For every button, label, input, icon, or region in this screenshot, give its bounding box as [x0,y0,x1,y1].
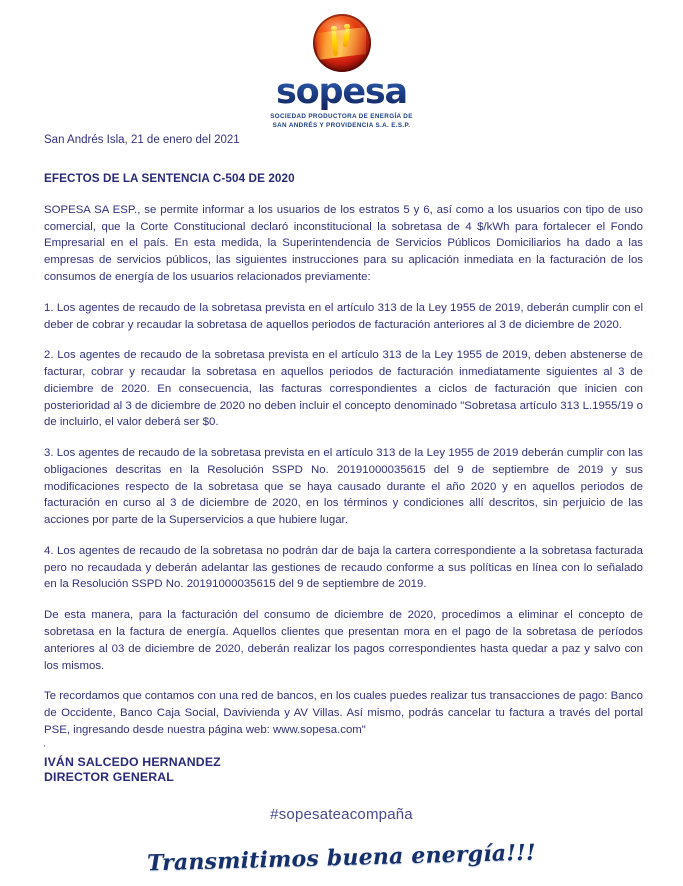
sopesa-wordmark: sopesa [276,72,407,112]
paragraph-payment-info: Te recordamos que contamos con una red de bancos, en los cuales puedes realizar tus transacciones de pago: Banco de Occidente, Banco Caja Social, Davivienda y AV Villas. Así mismo, podrás cancelar tu factura a través del portal PSE, ingresando desde nuestra página web: www.sopesa.com" [44,690,643,736]
paragraph-intro: SOPESA SA ESP., se permite informar a los usuarios de los estratos 5 y 6, así como a los usuarios con tipo de uso comercial, que la Corte Constitucional declaró inconstitucional la sobretasa de 4 $/kWh para fortalecer el Fondo Empresarial en el país. En esta medida, la Superintendencia de Servicios Públicos Domiciliarios ha dado a las empresas de servicios públicos, las siguientes instrucciones para su aplicación inmediata en la facturación de los consumos de energía de los usuarios relacionados previamente: [44,203,643,283]
document-body [44,133,643,739]
company-slogan: Transmitimos buena energía!!! [146,839,537,877]
logo-rim [313,14,371,72]
company-subtitle-line-1: SOCIEDAD PRODUCTORA DE ENERGÍA DE [270,113,413,120]
sopesa-globe-icon [313,14,371,72]
paragraph-item-3: 3. Los agentes de recaudo de la sobretasa prevista en el artículo 313 de la Ley 1955 de 2019 deberán cumplir con las obligaciones descritas en la Resolución SSPD No. 20191000035615 del 9 de septiembre de 2019 y sus modificaciones respecto de la sobretasa que se haya causado durante el año 2020 y en aquellos periodos de facturación en curso al 3 de diciembre de 2020, en los términos y condiciones allí descritos, sin perjuicio de las acciones por parte de la Superservicios a que hubiere lugar. [44,447,643,527]
page-title: EFECTOS DE LA SENTENCIA C-504 DE 2020 [44,171,295,185]
paragraph-closing: De esta manera, para la facturación del consumo de diciembre de 2020, procedimos a eliminar el concepto de sobretasa en la factura de energía. Aquellos clientes que presentan mora en el pago de la sobretasa de períodos anteriores al 03 de diciembre de 2020, deberán realizar los pagos correspondientes hasta quedar a paz y salvo con los mismos. [44,609,643,672]
date-line: San Andrés Isla, 21 de enero del 2021 [44,134,240,146]
paragraph-item-1: 1. Los agentes de recaudo de la sobretasa prevista en el artículo 313 de la Ley 1955 de 2019, deberán cumplir con el deber de cobrar y recaudar la sobretasa de aquellos periodos de facturación anteriores al 3 de diciembre de 2020. [44,301,643,331]
signature-block [44,745,444,785]
company-subtitle-line-2: SAN ANDRÉS Y PROVIDENCIA S.A. E.S.P. [272,122,411,130]
signatory-name: IVÁN SALCEDO HERNANDEZ [44,755,221,769]
letterhead [0,0,683,130]
campaign-hashtag: #sopesateacompaña [270,806,413,823]
sopesa-logo [254,14,429,130]
paragraph-item-4: 4. Los agentes de recaudo de la sobretasa no podrán dar de baja la cartera correspondiente a la sobretasa facturada pero no recaudada y deberán adelantar las gestiones de recaudo conforme a sus políticas en línea con lo señalado en la Resolución SSPD No. 20191000035615 del 9 de septiembre de 2019. [44,544,643,591]
paragraph-item-2: 2. Los agentes de recaudo de la sobretasa prevista en el artículo 313 de la Ley 1955 de 2019, deben abstenerse de facturar, cobrar y recaudar la sobretasa en aquellos periodos de facturación inmediatamente siguientes al 3 de diciembre de 2020. En consecuencia, las facturas correspondientes a ciclos de facturación que inicien con posterioridad al 3 de diciembre de 2020 no deben incluir el concepto denominado "Sobretasa artículo 313 L.1955/19 o de incluirlo, el valor deberá ser $0. [44,349,643,429]
company-subtitle [270,112,413,130]
signatory-role: DIRECTOR GENERAL [44,770,174,784]
signature-tick-mark: ' [44,744,46,753]
